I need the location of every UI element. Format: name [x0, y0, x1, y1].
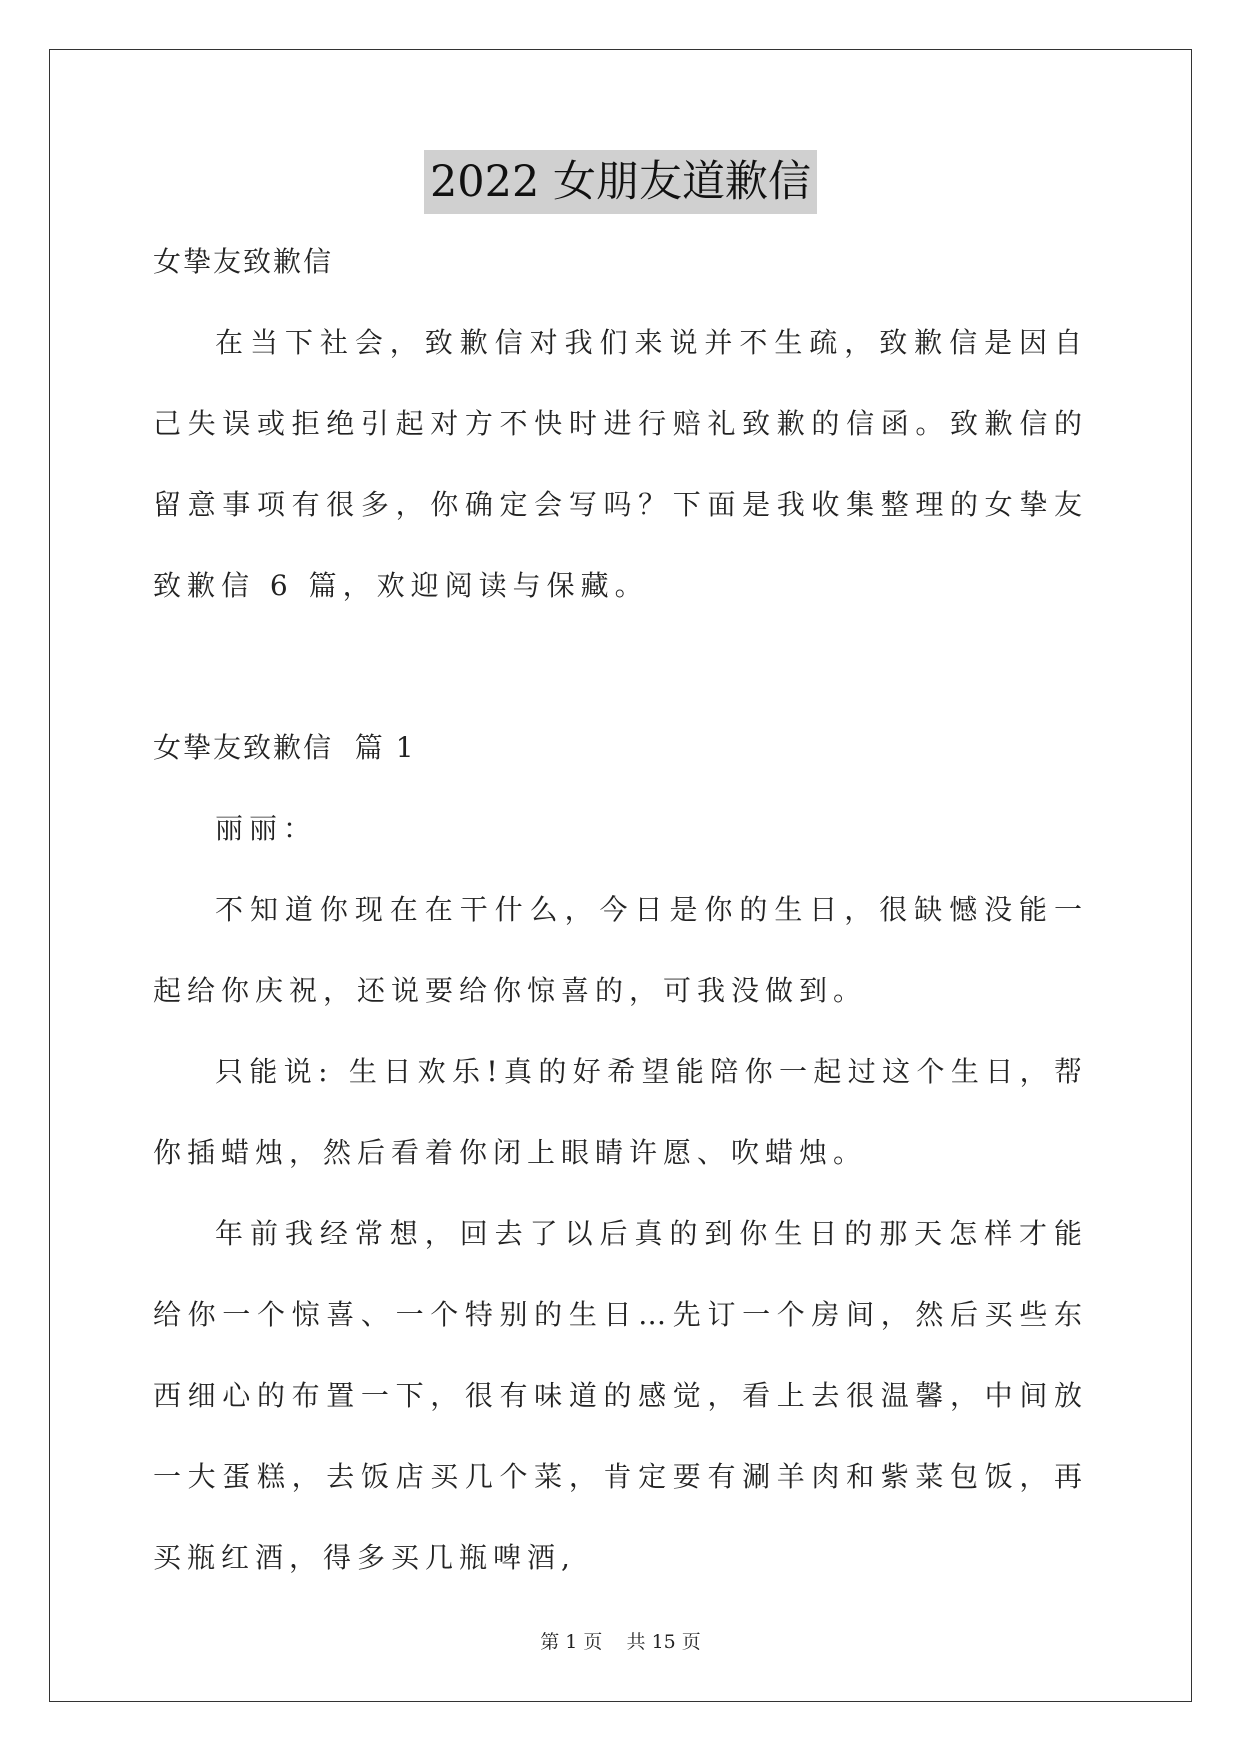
- document-title: 2022 女朋友道歉信: [424, 150, 817, 214]
- salutation: 丽丽：: [215, 812, 318, 845]
- intro-paragraph: 在当下社会，致歉信对我们来说并不生疏，致歉信是因自己失误或拒绝引起对方不快时进行赔礼致歉的信函。致歉信的留意事项有很多，你确定会写吗？下面是我收集整理的女挚友致歉信 6 篇，欢迎阅读与保藏。: [153, 326, 1088, 602]
- document-body: [153, 221, 1088, 1598]
- section-gap: [153, 626, 1088, 707]
- body-paragraph: 不知道你现在在干什么，今日是你的生日，很缺憾没能一起给你庆祝，还说要给你惊喜的，可我没做到。: [153, 893, 1088, 1007]
- section-heading: 女挚友致歉信 篇 1: [153, 731, 416, 764]
- page-number-footer: 第 1 页 共 15 页: [540, 1631, 701, 1653]
- intro-heading: 女挚友致歉信: [153, 245, 334, 278]
- body-paragraph: 只能说: 生日欢乐!真的好希望能陪你一起过这个生日，帮你插蜡烛，然后看着你闭上眼睛许愿、吹蜡烛。: [153, 1055, 1088, 1169]
- body-paragraph: 年前我经常想，回去了以后真的到你生日的那天怎样才能给你一个惊喜、一个特别的生日…先订一个房间，然后买些东西细心的布置一下，很有味道的感觉，看上去很温馨，中间放一大蛋糕，去饭店买几个菜，肯定要有涮羊肉和紫菜包饭，再买瓶红酒，得多买几瓶啤酒,: [153, 1217, 1088, 1574]
- title-container: [0, 150, 1241, 214]
